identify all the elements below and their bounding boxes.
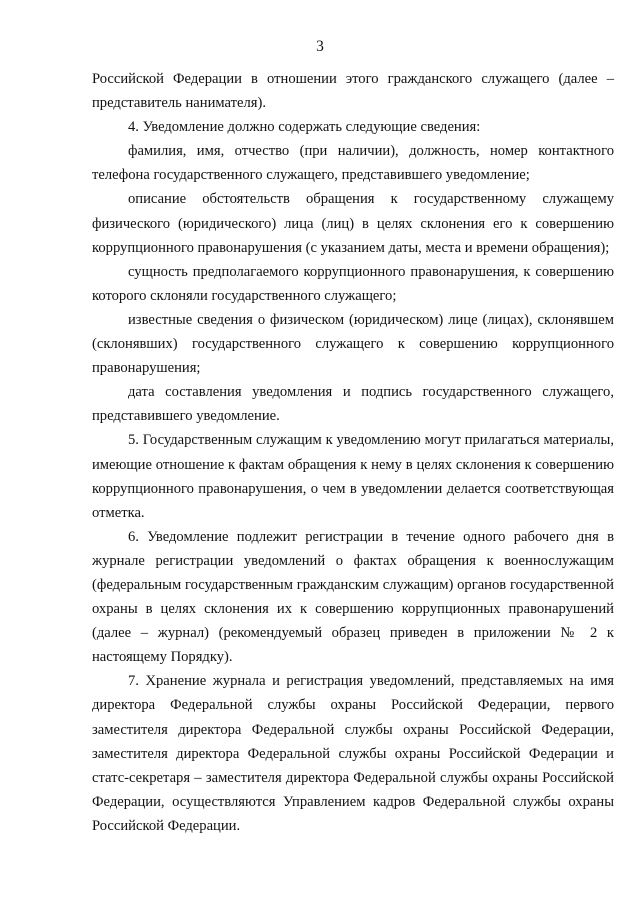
paragraph-item-7: 7. Хранение журнала и регистрация уведомлений, представляемых на имя директора Федеральной службы охраны Российской Федерации, первого заместителя директора Федеральной службы охраны Российской Федерации, заместителя директора Федеральной службы охраны Российской Федерации и статс-секретаря – заместителя директора Федеральной службы охраны Российской Федерации, осуществляются Управлением кадров Федеральной службы охраны Российской Федерации. [92, 673, 614, 834]
paragraph-item-4-subitem: описание обстоятельств обращения к государственному служащему физического (юридического) лица (лиц) в целях склонения его к совершению коррупционного правонарушения (с указанием даты, места и времени обращения); [92, 191, 614, 256]
paragraph-continuation: Российской Федерации в отношении этого гражданского служащего (далее – представитель нанимателя). [92, 71, 614, 112]
paragraph-item-4-subitem: фамилия, имя, отчество (при наличии), должность, номер контактного телефона государственного служащего, представившего уведомление; [92, 143, 614, 184]
paragraph-item-4-subitem: известные сведения о физическом (юридическом) лице (лицах), склонявшем (склонявших) государственного служащего к совершению коррупционного правонарушения; [92, 311, 614, 377]
paragraph-item-5: 5. Государственным служащим к уведомлению могут прилагаться материалы, имеющие отношение к фактам обращения к нему в целях склонения к совершению коррупционного правонарушения, о чем в уведомлении делается соответствующая отметка. [92, 432, 614, 521]
document-body [92, 67, 614, 838]
page-number: 3 [316, 38, 324, 55]
paragraph-item-4-subitem: сущность предполагаемого коррупционного правонарушения, к совершению которого склоняли государственного служащего; [92, 263, 614, 304]
paragraph-item-4-subitem: дата составления уведомления и подпись государственного служащего, представившего уведомление. [92, 384, 614, 425]
paragraph-item-4: 4. Уведомление должно содержать следующие сведения: [128, 119, 481, 136]
paragraph-item-6: 6. Уведомление подлежит регистрации в течение одного рабочего дня в журнале регистрации уведомлений о фактах обращения к военнослужащим (федеральным государственным гражданским служащим) органов государственной охраны в целях склонения их к совершению коррупционных правонарушений (далее – журнал) (рекомендуемый образец приведен в приложении № 2 к настоящему Порядку). [92, 528, 614, 666]
